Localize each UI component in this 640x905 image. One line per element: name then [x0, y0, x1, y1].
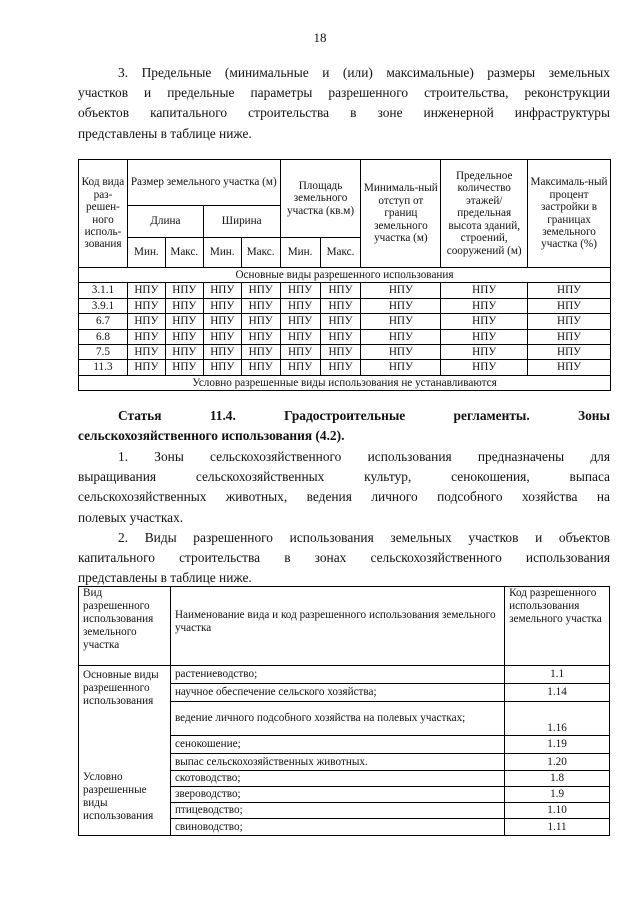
row-value: НПУ — [361, 283, 441, 298]
text-line: полевых участках. — [78, 509, 184, 525]
row-value: НПУ — [280, 344, 320, 359]
uses-table — [78, 586, 610, 836]
row-value: НПУ — [203, 360, 241, 375]
row-code: 6.7 — [79, 314, 128, 329]
row-value: НПУ — [280, 329, 320, 344]
use-code: 1.9 — [505, 787, 610, 803]
table-row — [79, 329, 611, 344]
text-line: представлены в таблице ниже. — [78, 125, 252, 141]
use-name: сенокошение; — [170, 736, 504, 754]
page-number: 18 — [313, 30, 327, 45]
row-value: НПУ — [165, 344, 203, 359]
article-number: 11.4. — [209, 408, 236, 423]
use-code: 1.20 — [505, 754, 610, 771]
row-value: НПУ — [280, 360, 320, 375]
text-line: участков и предельные параметры разрешенного строительства, реконструкции — [78, 85, 610, 101]
section-conditional-uses: Условно разрешенные виды использования не устанавливаются — [79, 375, 611, 390]
header-length: Длина — [127, 206, 203, 238]
row-value: НПУ — [241, 344, 280, 359]
row-value: НПУ — [165, 314, 203, 329]
row-value: НПУ — [241, 360, 280, 375]
row-code: 7.5 — [79, 344, 128, 359]
text-line: 2. Виды разрешенного использования земельных участков и объектов — [118, 530, 610, 545]
use-code: 1.19 — [505, 736, 610, 754]
article-word: регламенты. — [453, 408, 530, 423]
table-row — [79, 360, 611, 375]
row-value: НПУ — [127, 298, 165, 313]
row-value: НПУ — [127, 360, 165, 375]
row-code: 11.3 — [79, 360, 128, 375]
table-row — [79, 298, 611, 313]
header-kind: Вид разрешенного использования земельного участка — [79, 587, 171, 666]
header-name: Наименование вида и код разрешенного использования земельного участка — [170, 587, 504, 666]
header-floors: Предельное количество этажей/ предельная высота зданий, строений, сооружений (м) — [441, 160, 528, 268]
row-value: НПУ — [361, 298, 441, 313]
row-value: НПУ — [203, 283, 241, 298]
row-code: 3.1.1 — [79, 283, 128, 298]
use-name: птицеводство; — [170, 803, 504, 819]
row-value: НПУ — [528, 360, 611, 375]
row-value: НПУ — [165, 298, 203, 313]
header-area: Площадь земельного участка (кв.м) — [280, 160, 361, 238]
row-value: НПУ — [203, 344, 241, 359]
use-code: 1.14 — [505, 684, 610, 702]
use-name: растениеводство; — [170, 666, 504, 684]
row-value: НПУ — [528, 329, 611, 344]
use-name: звероводство; — [170, 787, 504, 803]
row-value: НПУ — [441, 283, 528, 298]
row-value: НПУ — [280, 283, 320, 298]
section-main-uses: Основные виды разрешенного использования — [79, 268, 611, 283]
row-value: НПУ — [361, 360, 441, 375]
header-width-min: Мин. — [203, 238, 241, 268]
row-value: НПУ — [127, 283, 165, 298]
parameters-table — [78, 159, 611, 391]
text-line: 3. Предельные (минимальные и (или) максимальные) размеры земельных — [118, 65, 610, 80]
use-name: выпас сельскохозяйственных животных. — [170, 754, 504, 771]
row-value: НПУ — [241, 329, 280, 344]
text-line: объектов капитального строительства в зоне инженерной инфраструктуры — [78, 105, 610, 121]
header-width-max: Макс. — [241, 238, 280, 268]
row-value: НПУ — [320, 314, 361, 329]
use-code: 1.16 — [505, 702, 610, 736]
group-main-uses: Основные виды разрешенного использования — [79, 666, 171, 771]
row-code: 3.9.1 — [79, 298, 128, 313]
table-row — [79, 344, 611, 359]
header-length-max: Макс. — [165, 238, 203, 268]
row-value: НПУ — [241, 314, 280, 329]
header-setback: Минималь-ный отступ от границ земельного участка (м) — [361, 160, 441, 268]
row-value: НПУ — [320, 344, 361, 359]
text-line: 1. Зоны сельскохозяйственного использования предназначены для — [118, 449, 610, 464]
row-value: НПУ — [203, 329, 241, 344]
row-value: НПУ — [280, 298, 320, 313]
article-word: Статья — [118, 408, 162, 423]
use-code: 1.1 — [505, 666, 610, 684]
row-value: НПУ — [528, 298, 611, 313]
header-length-min: Мин. — [127, 238, 165, 268]
article-heading — [78, 406, 610, 446]
row-value: НПУ — [241, 283, 280, 298]
row-value: НПУ — [127, 329, 165, 344]
row-value: НПУ — [127, 344, 165, 359]
row-value: НПУ — [320, 283, 361, 298]
use-name: свиноводство; — [170, 819, 504, 836]
table-row — [79, 314, 611, 329]
article-title-line2: сельскохозяйственного использования (4.2). — [78, 428, 345, 444]
paragraph-uses — [78, 528, 610, 589]
text-line: сельскохозяйственных животных, ведения личного подсобного хозяйства на — [78, 489, 610, 505]
row-value: НПУ — [361, 329, 441, 344]
row-value: НПУ — [361, 314, 441, 329]
row-value: НПУ — [320, 360, 361, 375]
header-size: Размер земельного участка (м) — [127, 160, 280, 206]
text-line: капитального строительства в зонах сельскохозяйственного использования — [78, 550, 610, 566]
group-conditional-uses: Условно разрешенные виды использования — [79, 771, 171, 836]
row-value: НПУ — [203, 298, 241, 313]
row-value: НПУ — [165, 329, 203, 344]
row-value: НПУ — [203, 314, 241, 329]
text-line: представлены в таблице ниже. — [78, 570, 252, 586]
row-value: НПУ — [528, 283, 611, 298]
row-value: НПУ — [441, 329, 528, 344]
use-name: научное обеспечение сельского хозяйства; — [170, 684, 504, 702]
header-area-max: Макс. — [320, 238, 361, 268]
row-value: НПУ — [127, 314, 165, 329]
row-value: НПУ — [441, 314, 528, 329]
use-code: 1.11 — [505, 819, 610, 836]
table-row — [79, 283, 611, 298]
header-code: Код вида раз-решен-ного исполь-зования — [79, 160, 128, 268]
header-coverage: Максималь-ный процент застройки в границах земельного участка (%) — [528, 160, 611, 268]
row-value: НПУ — [320, 329, 361, 344]
header-width: Ширина — [203, 206, 280, 238]
use-code: 1.8 — [505, 771, 610, 787]
article-word: Градостроительные — [284, 408, 406, 423]
row-value: НПУ — [441, 344, 528, 359]
row-value: НПУ — [528, 314, 611, 329]
use-name: скотоводство; — [170, 771, 504, 787]
use-name: ведение личного подсобного хозяйства на полевых участках; — [170, 702, 504, 736]
row-value: НПУ — [241, 298, 280, 313]
use-code: 1.10 — [505, 803, 610, 819]
row-value: НПУ — [165, 283, 203, 298]
row-value: НПУ — [165, 360, 203, 375]
row-value: НПУ — [441, 360, 528, 375]
row-value: НПУ — [441, 298, 528, 313]
article-word: Зоны — [578, 408, 610, 423]
row-code: 6.8 — [79, 329, 128, 344]
row-value: НПУ — [320, 298, 361, 313]
row-value: НПУ — [361, 344, 441, 359]
paragraph-limits — [78, 63, 610, 144]
paragraph-zones — [78, 447, 610, 528]
text-line: выращивания сельскохозяйственных культур, сенокошения, выпаса — [78, 469, 610, 485]
row-value: НПУ — [280, 314, 320, 329]
header-area-min: Мин. — [280, 238, 320, 268]
row-value: НПУ — [528, 344, 611, 359]
header-code: Код разрешенного использования земельного участка — [505, 587, 610, 666]
